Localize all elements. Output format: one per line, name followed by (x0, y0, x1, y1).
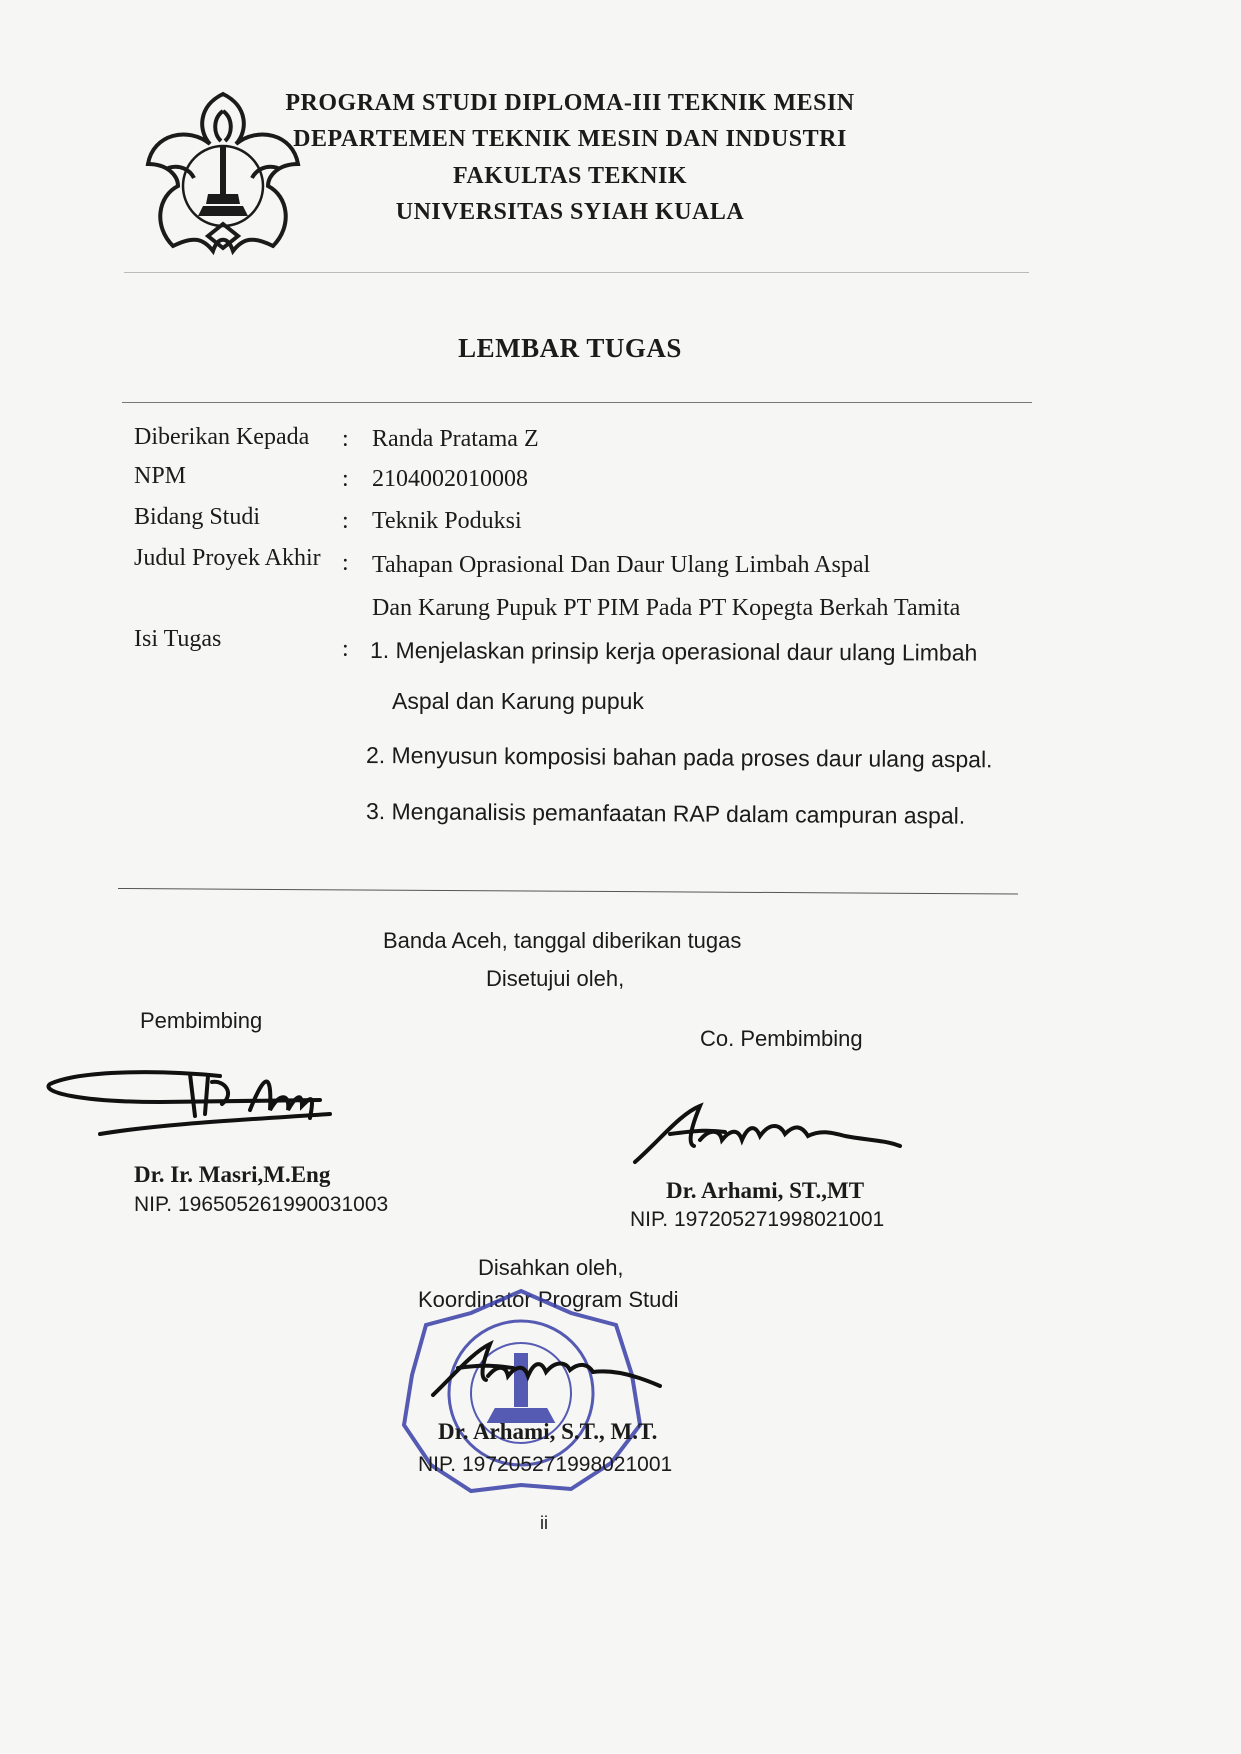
approved-by: Disetujui oleh, (486, 966, 625, 991)
task-item-1: 1. Menjelaskan prinsip kerja operasional daur ulang Limbah (369, 637, 978, 666)
field-value-project-title-cont: Dan Karung Pupuk PT PIM Pada PT Kopegta Berkah Tamita (372, 595, 961, 621)
colon: : (342, 466, 349, 492)
task-item-3: 3. Menganalisis pemanfaatan RAP dalam campuran aspal. (365, 798, 966, 829)
co-advisor-name: Dr. Arhami, ST.,MT (666, 1178, 865, 1203)
advisor-role: Pembimbing (140, 1008, 263, 1033)
title-divider (122, 402, 1032, 403)
header-line-2: DEPARTEMEN TEKNIK MESIN DAN INDUSTRI (293, 126, 847, 152)
field-label-project-title: Judul Proyek Akhir (134, 545, 321, 571)
field-label-tasks: Isi Tugas (134, 626, 222, 652)
header-line-1: PROGRAM STUDI DIPLOMA-III TEKNIK MESIN (285, 90, 855, 116)
header-divider (124, 272, 1029, 273)
coordinator-role: Koordinator Program Studi (418, 1287, 679, 1312)
advisor-nip: NIP. 196505261990031003 (134, 1193, 389, 1216)
coordinator-nip: NIP. 197205271998021001 (418, 1453, 673, 1476)
header-line-3: FAKULTAS TEKNIK (452, 163, 687, 189)
place-date: Banda Aceh, tanggal diberikan tugas (383, 928, 742, 953)
header-line-4: UNIVERSITAS SYIAH KUALA (395, 199, 745, 225)
coordinator-signature (428, 1340, 668, 1400)
field-value-study-field: Teknik Poduksi (372, 508, 522, 534)
colon: : (342, 636, 349, 662)
advisor-name: Dr. Ir. Masri,M.Eng (134, 1162, 331, 1187)
task-item-2: 2. Menyusun komposisi bahan pada proses daur ulang aspal. (365, 742, 993, 773)
page-number: ii (540, 1513, 548, 1533)
task-item-1-cont: Aspal dan Karung pupuk (392, 688, 644, 714)
tasks-divider (118, 888, 1018, 894)
colon: : (342, 508, 349, 534)
ratified-by: Disahkan oleh, (478, 1255, 624, 1280)
field-value-recipient: Randa Pratama Z (372, 426, 539, 452)
colon: : (342, 426, 349, 452)
field-label-study-field: Bidang Studi (134, 504, 261, 530)
page-title: LEMBAR TUGAS (458, 333, 682, 363)
field-label-npm: NPM (134, 463, 187, 489)
co-advisor-signature (630, 1100, 910, 1170)
field-value-project-title: Tahapan Oprasional Dan Daur Ulang Limbah Aspal (372, 552, 871, 578)
co-advisor-nip: NIP. 197205271998021001 (630, 1208, 885, 1231)
field-value-npm: 2104002010008 (372, 466, 528, 492)
colon: : (342, 550, 349, 576)
co-advisor-role: Co. Pembimbing (700, 1026, 863, 1051)
coordinator-name: Dr. Arhami, S.T., M.T. (438, 1419, 658, 1444)
advisor-signature (40, 1062, 340, 1142)
field-label-recipient: Diberikan Kepada (134, 424, 310, 450)
